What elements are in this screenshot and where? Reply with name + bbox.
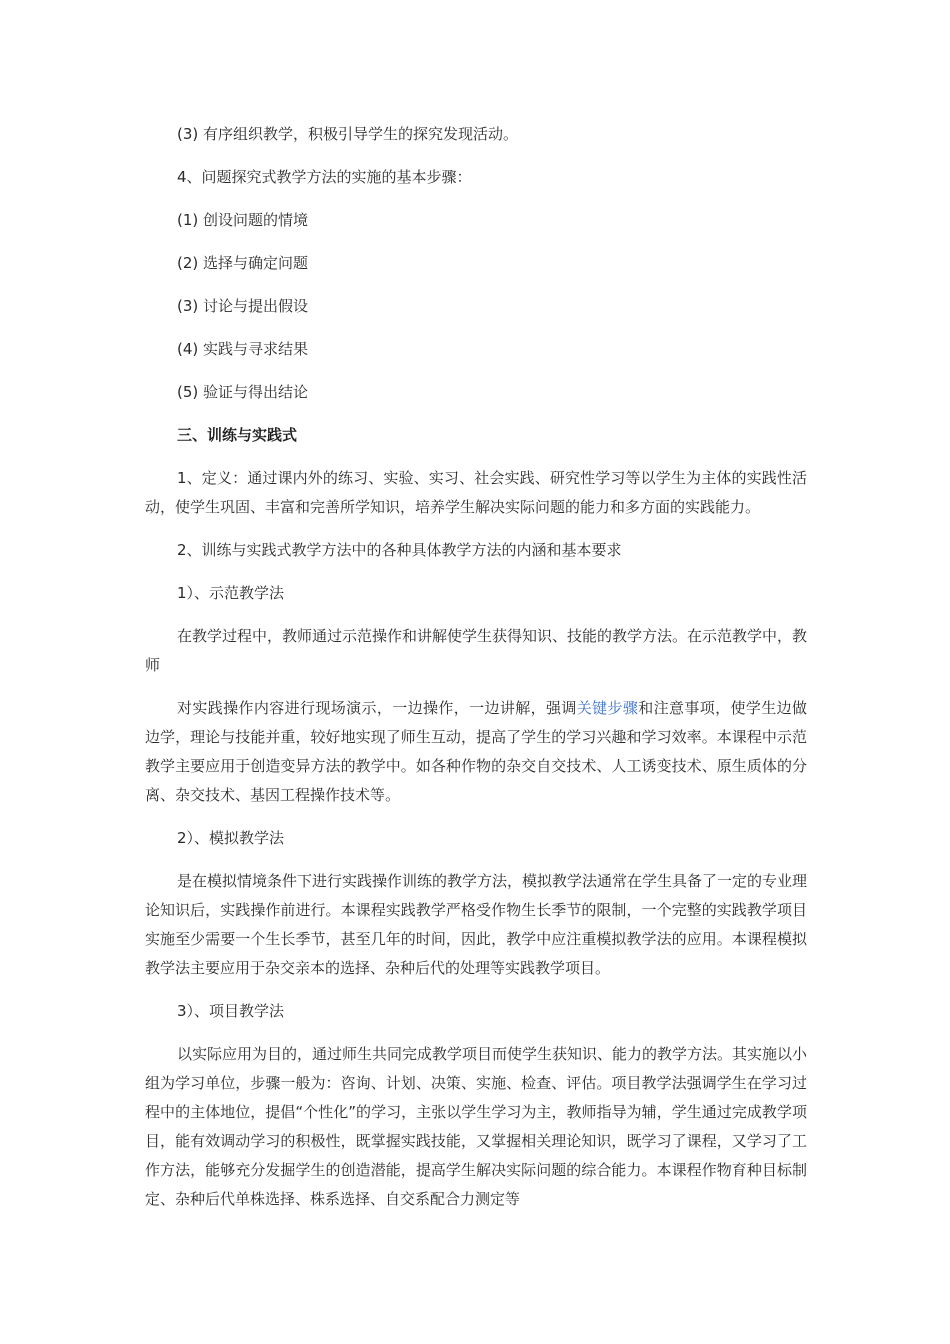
key-steps-link[interactable]: 关键步骤 — [576, 699, 639, 717]
paragraph-demonstration-detail — [145, 694, 807, 810]
list-item-step-1: (1) 创设问题的情境 — [177, 211, 309, 229]
paragraph-definition: 1、定义：通过课内外的练习、实验、实习、社会实践、研究性学习等以学生为主体的实践性活动，使学生巩固、丰富和完善所学知识，培养学生解决实际问题的能力和多方面的实践能力。 — [145, 469, 807, 516]
paragraph-methods-intro: 2、训练与实践式教学方法中的各种具体教学方法的内涵和基本要求 — [177, 541, 622, 559]
list-item-step-3: (3) 讨论与提出假设 — [177, 297, 309, 315]
list-item-step-4: (4) 实践与寻求结果 — [177, 340, 309, 358]
paragraph-step-3-organize: (3) 有序组织教学，积极引导学生的探究发现活动。 — [177, 125, 519, 143]
paragraph-text-before-link: 对实践操作内容进行现场演示，一边操作，一边讲解，强调 — [177, 699, 577, 717]
list-item-step-2: (2) 选择与确定问题 — [177, 254, 309, 272]
subheading-simulation-method: 2）、模拟教学法 — [177, 829, 285, 847]
paragraph-simulation-detail: 是在模拟情境条件下进行实践操作训练的教学方法，模拟教学法通常在学生具备了一定的专业理论知识后，实践操作前进行。本课程实践教学严格受作物生长季节的限制，一个完整的实践教学项目实施至少需要一个生长季节，甚至几年的时间，因此，教学中应注重模拟教学法的应用。本课程模拟教学法主要应用于杂交亲本的选择、杂种后代的处理等实践教学项目。 — [145, 872, 808, 977]
subheading-demonstration-method: 1）、示范教学法 — [177, 584, 285, 602]
paragraph-demonstration-definition: 在教学过程中，教师通过示范操作和讲解使学生获得知识、技能的教学方法。在示范教学中，教师 — [145, 627, 808, 674]
paragraph-text-after-link: 和注意事项，使学生边做边学，理论与技能并重，较好地实现了师生互动，提高了学生的学习兴趣和学习效率。本课程中示范教学主要应用于创造变异方法的教学中。如各种作物的杂交自交技术、人工诱变技术、原生质体的分离、杂交技术、基因工程操作技术等。 — [145, 699, 807, 804]
subheading-project-method: 3）、项目教学法 — [177, 1002, 285, 1020]
paragraph-section-4-steps: 4、问题探究式教学方法的实施的基本步骤： — [177, 168, 472, 186]
section-heading-training-practice: 三、训练与实践式 — [177, 426, 298, 444]
list-item-step-5: (5) 验证与得出结论 — [177, 383, 309, 401]
document-page — [145, 120, 807, 1228]
paragraph-project-detail: 以实际应用为目的，通过师生共同完成教学项目而使学生获知识、能力的教学方法。其实施以小组为学习单位，步骤一般为：咨询、计划、决策、实施、检查、评估。项目教学法强调学生在学习过程中的主体地位，提倡“个性化”的学习，主张以学生学习为主，教师指导为辅，学生通过完成教学项目，能有效调动学习的积极性，既掌握实践技能，又掌握相关理论知识，既学习了课程，又学习了工作方法，能够充分发掘学生的创造潜能，提高学生解决实际问题的综合能力。本课程作物育种目标制定、杂种后代单株选择、株系选择、自交系配合力测定等 — [145, 1045, 808, 1208]
